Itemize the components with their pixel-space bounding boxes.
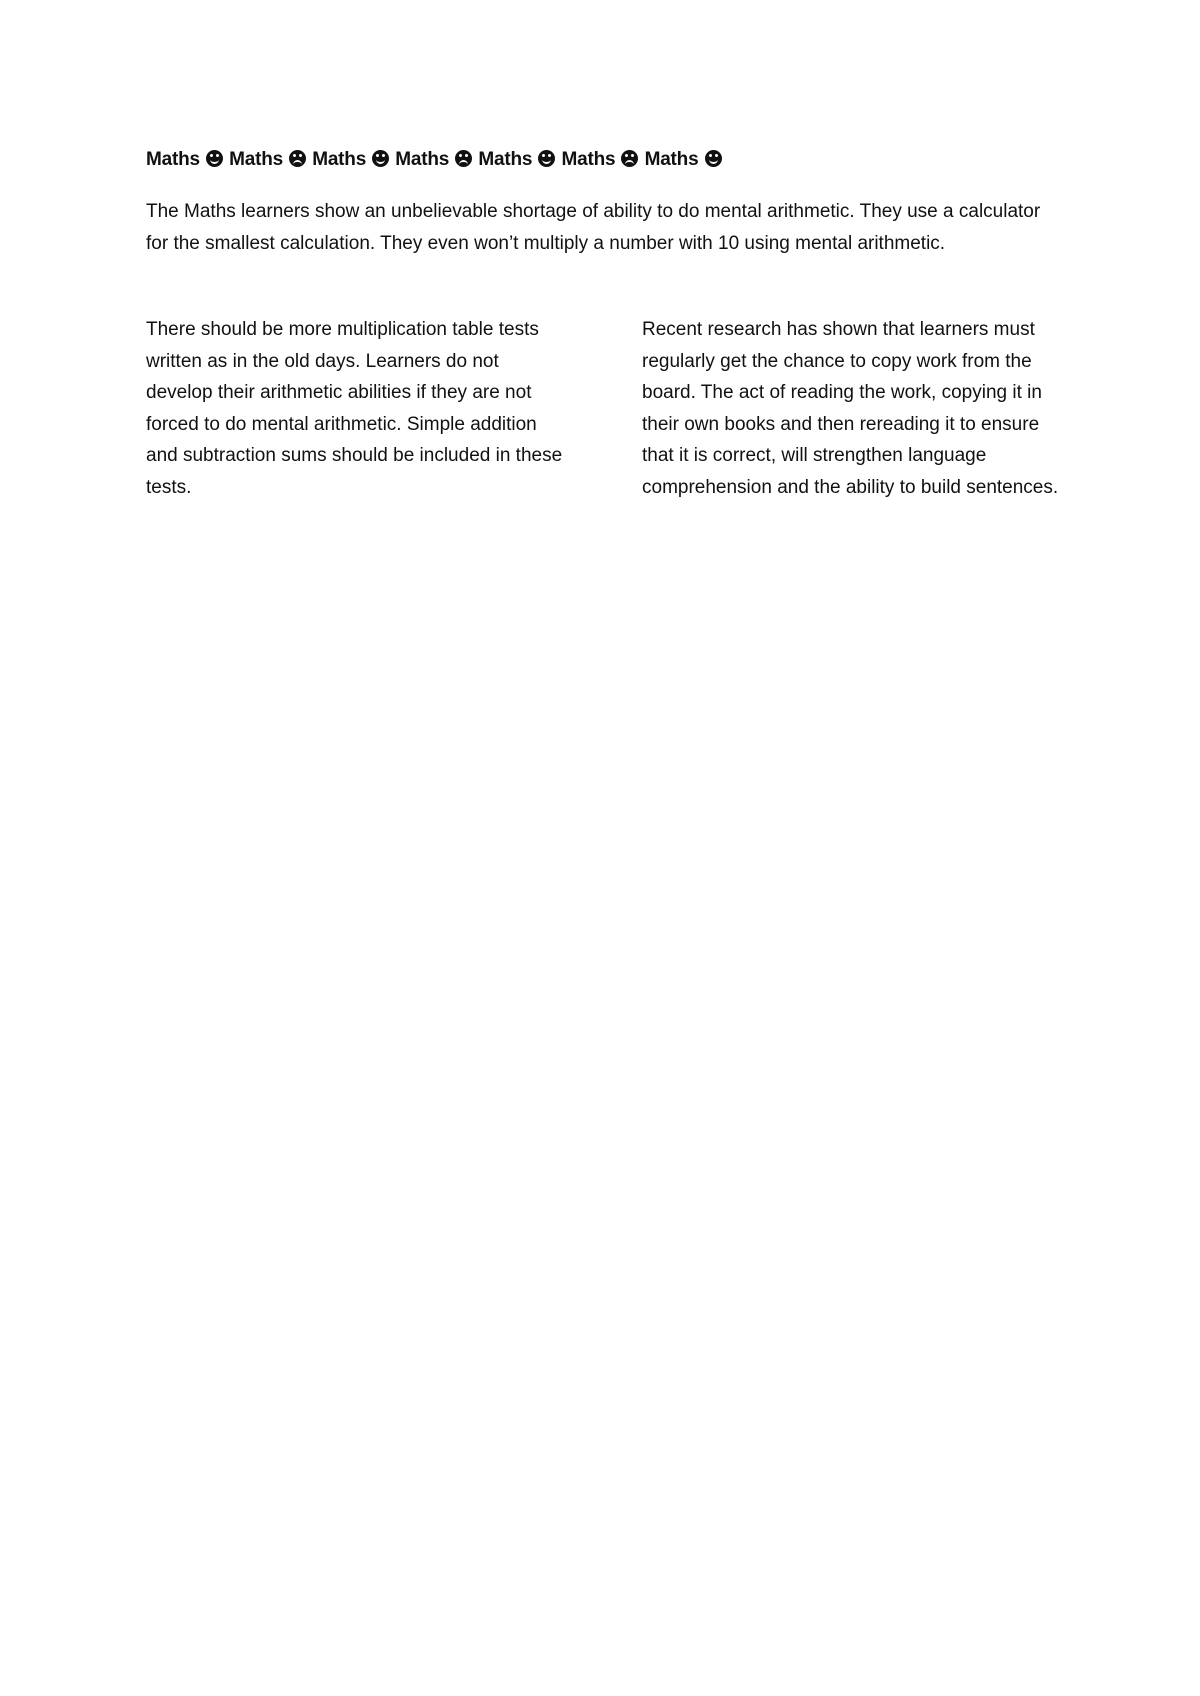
heading-word: Maths [395, 149, 450, 170]
left-column-paragraph: There should be more multiplication table tests written as in the old days. Learners do not develop their arithmetic abilities if they are not forced to do mental arithmetic. Simple addition and subtraction sums should be included in these tests. [146, 319, 563, 498]
happy-face-icon [372, 150, 389, 167]
page-title [146, 145, 1066, 175]
intro-paragraph: The Maths learners show an unbelievable shortage of ability to do mental arithmetic. They use a calculator for the smallest calculation. They even won’t multiply a number with 10 using mental arithmetic. [146, 201, 1041, 254]
heading-word: Maths [229, 149, 283, 170]
happy-face-icon [538, 150, 555, 167]
heading-word: Maths [146, 149, 200, 170]
happy-face-icon [705, 150, 722, 167]
heading-word: Maths [644, 149, 699, 170]
sad-face-icon [621, 150, 638, 167]
happy-face-icon [206, 150, 223, 167]
sad-face-icon [455, 150, 472, 167]
heading-word: Maths [312, 149, 367, 170]
heading-word: Maths [561, 149, 616, 170]
sad-face-icon [289, 150, 306, 167]
heading-word: Maths [478, 149, 533, 170]
right-column-paragraph: Recent research has shown that learners must regularly get the chance to copy work from the board. The act of reading the work, copying it in their own books and then rereading it to ensure that it is correct, will strengthen language comprehension and the ability to build sentences. [642, 319, 1059, 498]
